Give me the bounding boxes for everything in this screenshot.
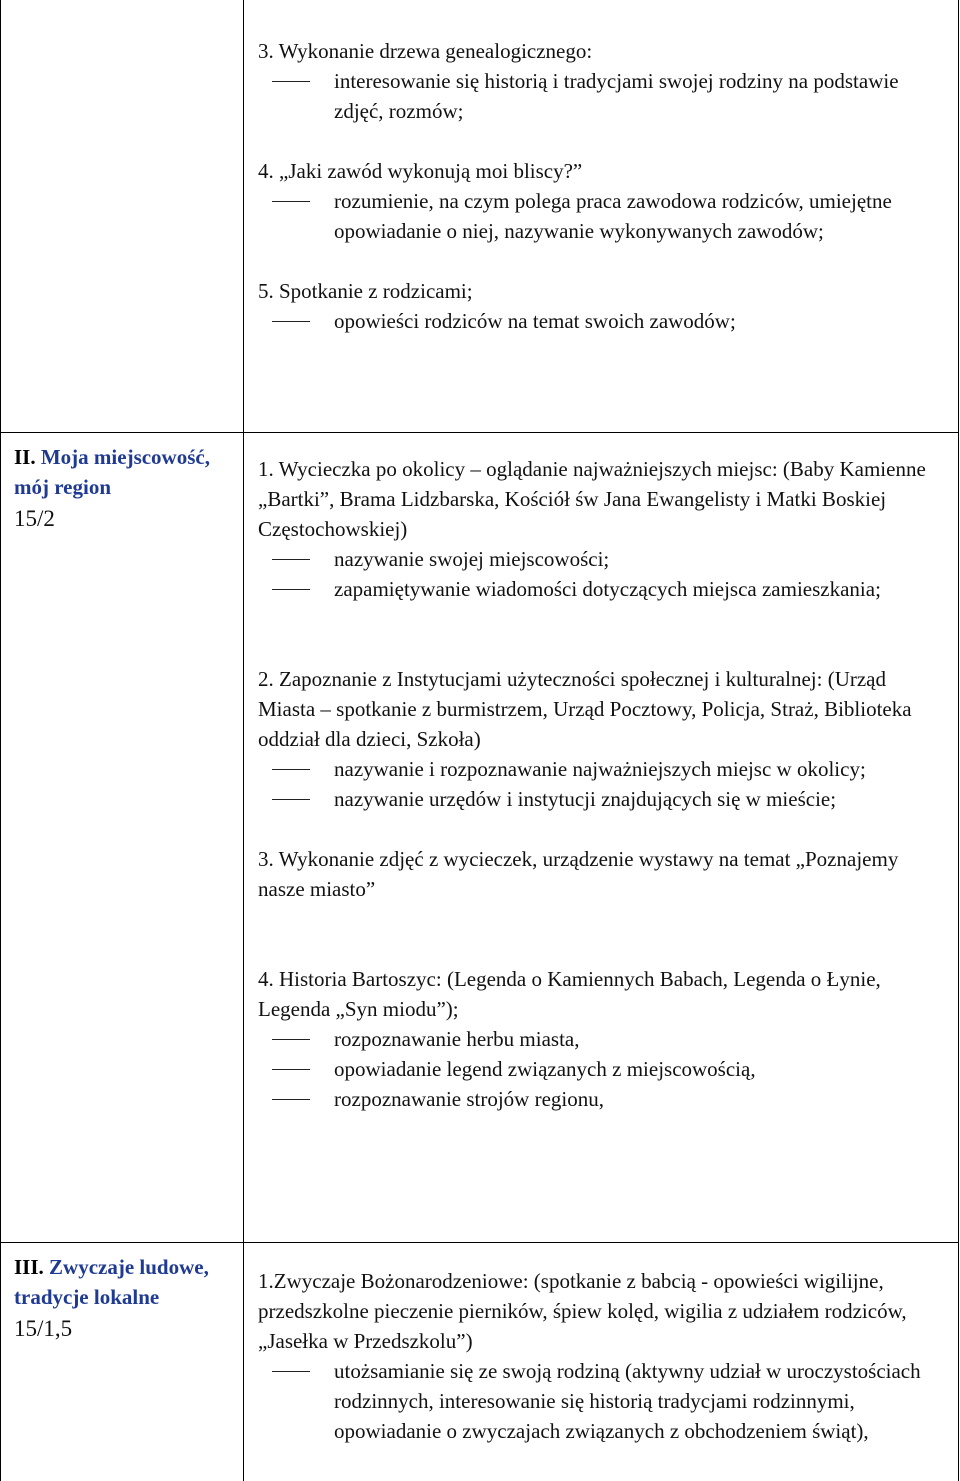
- dash-icon: [272, 799, 310, 800]
- bullet-list: [258, 754, 948, 814]
- dash-icon: [272, 589, 310, 590]
- dash-icon: [272, 1371, 310, 1372]
- bullet-list: [258, 66, 948, 126]
- activity-item: [258, 156, 948, 246]
- activity-item: [258, 36, 948, 126]
- activity-item: [258, 276, 948, 336]
- activity-item: [258, 1266, 948, 1446]
- table-border-right: [958, 0, 959, 1481]
- bullet-item: opowieści rodziców na temat swoich zawodów;: [258, 306, 948, 336]
- section-hours: 15/2: [14, 506, 55, 531]
- activity-title: 1.Zwyczaje Bożonarodzeniowe: (spotkanie z babcią - opowieści wigilijne, przedszkolne pieczenie pierników, śpiew kolęd, wigilia z udziałem rodziców, „Jasełka w Przedszkolu”): [258, 1269, 912, 1353]
- section-hours: 15/1,5: [14, 1316, 73, 1341]
- dash-icon: [272, 201, 310, 202]
- section-title: Moja miejscowość, mój region: [14, 445, 210, 499]
- bullet-item: interesowanie się historią i tradycjami swojej rodziny na podstawie zdjęć, rozmów;: [258, 66, 948, 126]
- dash-icon: [272, 769, 310, 770]
- activity-item: [258, 454, 948, 604]
- section-topic: [14, 1252, 239, 1312]
- activity-title: 2. Zapoznanie z Instytucjami użyteczności społecznej i kulturalnej: (Urząd Miasta – spotkanie z burmistrzem, Urząd Pocztowy, Policja, Straż, Biblioteka oddział dla dzieci, Szkoła): [258, 667, 917, 751]
- bullet-item: rozumienie, na czym polega praca zawodowa rodziców, umiejętne opowiadanie o niej, nazywanie wykonywanych zawodów;: [258, 186, 948, 246]
- dash-icon: [272, 1099, 310, 1100]
- table-column-divider: [243, 0, 244, 1481]
- dash-icon: [272, 1069, 310, 1070]
- bullet-item: zapamiętywanie wiadomości dotyczących miejsca zamieszkania;: [258, 574, 948, 604]
- bullet-item: nazywanie swojej miejscowości;: [258, 544, 948, 574]
- dash-icon: [272, 1039, 310, 1040]
- bullet-item: rozpoznawanie herbu miasta,: [258, 1024, 948, 1054]
- activity-item: [258, 964, 948, 1114]
- row-2-content: [258, 454, 948, 1114]
- row-3-topic-cell: [14, 1252, 239, 1344]
- activity-title: 4. „Jaki zawód wykonują moi bliscy?”: [258, 159, 583, 183]
- activity-item: [258, 844, 948, 904]
- bullet-list: [258, 1356, 948, 1446]
- activity-title: 5. Spotkanie z rodzicami;: [258, 279, 473, 303]
- row-1-content: [258, 36, 948, 336]
- row-divider-1: [0, 432, 959, 433]
- bullet-list: [258, 306, 948, 336]
- row-divider-2: [0, 1242, 959, 1243]
- dash-icon: [272, 321, 310, 322]
- row-2-topic-cell: [14, 442, 239, 534]
- dash-icon: [272, 81, 310, 82]
- bullet-item: rozpoznawanie strojów regionu,: [258, 1084, 948, 1114]
- bullet-item: utożsamianie się ze swoją rodziną (aktywny udział w uroczystościach rodzinnych, interesowanie się historią tradycjami rodzinnymi, opowiadanie o zwyczajach związanych z obchodzeniem świąt),: [258, 1356, 948, 1446]
- activity-item: [258, 664, 948, 814]
- activity-title: 3. Wykonanie drzewa genealogicznego:: [258, 39, 593, 63]
- table-border-left: [0, 0, 1, 1481]
- activity-title: 3. Wykonanie zdjęć z wycieczek, urządzenie wystawy na temat „Poznajemy nasze miasto”: [258, 847, 904, 901]
- dash-icon: [272, 559, 310, 560]
- activity-title: 1. Wycieczka po okolicy – oglądanie najważniejszych miejsc: (Baby Kamienne „Bartki”, Brama Lidzbarska, Kościół św Jana Ewangelisty i Matki Boskiej Częstochowskiej): [258, 457, 932, 541]
- section-title: Zwyczaje ludowe, tradycje lokalne: [14, 1255, 209, 1309]
- bullet-item: nazywanie i rozpoznawanie najważniejszych miejsc w okolicy;: [258, 754, 948, 784]
- bullet-list: [258, 1024, 948, 1114]
- bullet-item: nazywanie urzędów i instytucji znajdujących się w mieście;: [258, 784, 948, 814]
- bullet-list: [258, 186, 948, 246]
- section-number: II.: [14, 445, 36, 469]
- section-number: III.: [14, 1255, 44, 1279]
- row-3-content: [258, 1266, 948, 1446]
- bullet-item: opowiadanie legend związanych z miejscowością,: [258, 1054, 948, 1084]
- activity-title: 4. Historia Bartoszyc: (Legenda o Kamiennych Babach, Legenda o Łynie, Legenda „Syn miodu”);: [258, 967, 887, 1021]
- bullet-list: [258, 544, 948, 604]
- section-topic: [14, 442, 239, 502]
